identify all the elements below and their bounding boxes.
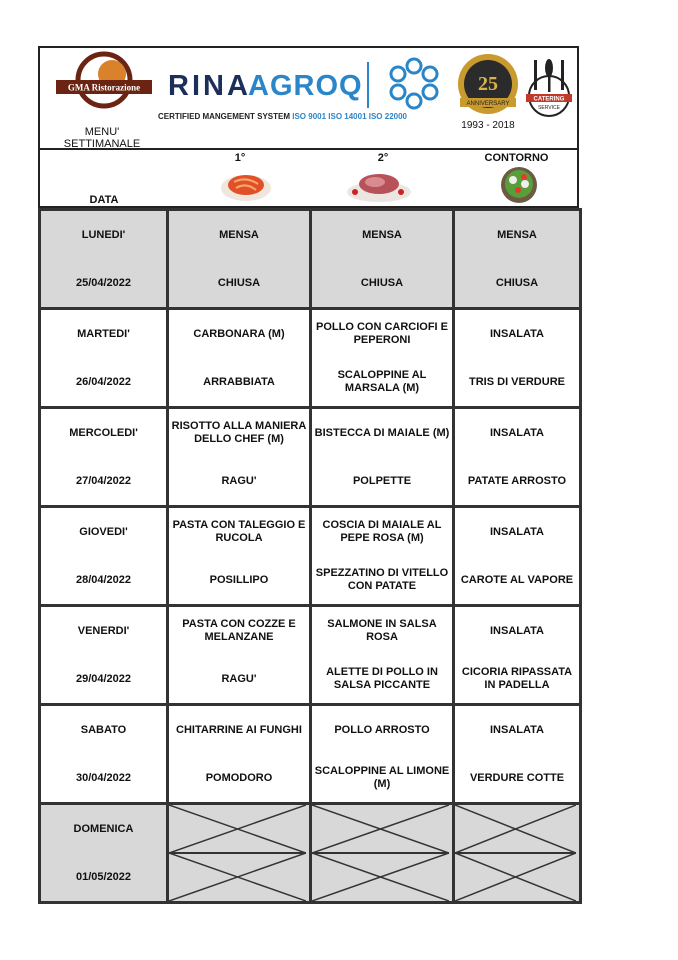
first-course-cell-top: CARBONARA (M) <box>193 327 285 340</box>
first-course-cell-top: PASTA CON TALEGGIO E RUCOLA <box>172 519 306 544</box>
table-row <box>40 210 581 309</box>
table-row <box>40 804 581 903</box>
second-course-cell-top: COSCIA DI MAIALE AL PEPE ROSA (M) <box>322 519 442 544</box>
side-dish-cell-top: INSALATA <box>490 525 544 538</box>
svg-text:SERVICE: SERVICE <box>538 105 560 111</box>
side-dish-cell <box>454 606 581 705</box>
side-dish-cell-bottom: CICORIA RIPASSATA IN PADELLA <box>461 666 573 691</box>
col-date-label: DATA <box>89 194 119 206</box>
side-dish-cell-bottom: VERDURE COTTE <box>469 771 565 784</box>
second-course-cell-bottom: SCALOPPINE AL MARSALA (M) <box>337 369 427 394</box>
second-course-cell-bottom: ALETTE DI POLLO IN SALSA PICCANTE <box>326 666 438 691</box>
anniversary-years: 1993 - 2018 <box>461 120 515 131</box>
header <box>38 46 579 150</box>
second-course-cell <box>311 507 454 606</box>
cross-mark-icon <box>169 805 306 901</box>
side-dish-cell-bottom: CHIUSA <box>495 276 539 289</box>
column-header <box>38 150 579 208</box>
cross-mark-icon <box>455 805 576 901</box>
meat-dish-icon <box>345 164 413 204</box>
second-course-cell-top: POLLO CON CARCIOFI E PEPERONI <box>316 321 448 346</box>
side-dish-cell-top: INSALATA <box>490 723 544 736</box>
first-course-cell-bottom: ARRABBIATA <box>203 375 275 388</box>
menu-title <box>62 126 142 150</box>
day-date-cell-top: MARTEDI' <box>77 327 130 340</box>
day-date-cell-bottom: 26/04/2022 <box>75 375 132 388</box>
day-date-cell-top: MERCOLEDI' <box>69 426 138 439</box>
menu-title-line1: MENU' <box>84 126 120 138</box>
table-row <box>40 309 581 408</box>
second-course-cell <box>311 705 454 804</box>
first-course-cell-top: MENSA <box>219 228 259 241</box>
side-dish-cell-bottom: PATATE ARROSTO <box>467 474 567 487</box>
first-course-cell-bottom: RAGU' <box>221 474 257 487</box>
day-date-cell-bottom: 01/05/2022 <box>75 870 132 883</box>
day-date-cell <box>40 606 168 705</box>
first-course-cell <box>168 507 311 606</box>
menu-title-line2: SETTIMANALE <box>63 138 141 150</box>
second-course-cell <box>311 408 454 507</box>
first-course-cell-bottom: CHIUSA <box>217 276 261 289</box>
day-date-cell <box>40 408 168 507</box>
side-dish-cell <box>454 309 581 408</box>
side-dish-cell-top: INSALATA <box>490 327 544 340</box>
logo-divider <box>367 62 369 108</box>
first-course-cell-bottom: POSILLIPO <box>209 573 269 586</box>
side-dish-cell-top: INSALATA <box>490 624 544 637</box>
second-course-cell-top: BISTECCA DI MAIALE (M) <box>314 426 450 439</box>
cross-mark-icon <box>312 805 449 901</box>
svg-text:GMA Ristorazione: GMA Ristorazione <box>67 82 141 93</box>
cert-label: CERTIFIED MANGEMENT SYSTEM <box>158 112 291 121</box>
side-dish-cell <box>454 507 581 606</box>
first-course-cell-top: CHITARRINE AI FUNGHI <box>176 723 302 736</box>
day-date-cell-bottom: 27/04/2022 <box>75 474 132 487</box>
table-row <box>40 606 581 705</box>
first-course-cell <box>168 705 311 804</box>
anniversary-25-badge-icon <box>454 52 522 120</box>
svg-text:ANNIVERSARY: ANNIVERSARY <box>466 101 510 107</box>
day-date-cell-bottom: 30/04/2022 <box>75 771 132 784</box>
side-dish-cell <box>454 705 581 804</box>
second-course-cell <box>311 210 454 309</box>
second-course-cell-top: MENSA <box>362 228 402 241</box>
pasta-dish-icon <box>220 166 272 202</box>
first-course-cell-bottom: POMODORO <box>205 771 273 784</box>
day-date-cell <box>40 507 168 606</box>
first-course-cell-bottom: RAGU' <box>221 672 257 685</box>
side-dish-cell-bottom: TRIS DI VERDURE <box>469 375 565 388</box>
col-second-label: 2° <box>377 152 389 164</box>
second-course-cell-bottom: SPEZZATINO DI VITELLO CON PATATE <box>315 567 449 592</box>
day-date-cell-top: GIOVEDI' <box>79 525 128 538</box>
closed-cross-cell <box>311 804 454 903</box>
day-date-cell <box>40 804 168 903</box>
day-date-cell-bottom: 28/04/2022 <box>75 573 132 586</box>
svg-text:25: 25 <box>478 73 498 95</box>
day-date-cell <box>40 210 168 309</box>
catering-service-logo-icon <box>520 54 578 122</box>
side-dish-cell <box>454 210 581 309</box>
rina-logo-text: RINA <box>168 70 251 102</box>
day-date-cell-top: VENERDI' <box>77 624 130 637</box>
closed-cross-cell <box>454 804 581 903</box>
gma-ristorazione-logo <box>54 50 154 110</box>
second-course-cell-top: POLLO ARROSTO <box>334 723 430 736</box>
second-course-cell <box>311 606 454 705</box>
second-course-cell-bottom: SCALOPPINE AL LIMONE (M) <box>314 765 450 790</box>
first-course-cell <box>168 408 311 507</box>
weekly-menu-table <box>38 208 582 904</box>
svg-text:CATERING: CATERING <box>533 96 565 103</box>
table-row <box>40 408 581 507</box>
second-course-cell <box>311 309 454 408</box>
certification-text <box>158 112 407 121</box>
iso-label: ISO 9001 ISO 14001 ISO 22000 <box>292 112 407 121</box>
salad-dish-icon <box>498 164 540 204</box>
day-date-cell-top: LUNEDI' <box>81 228 126 241</box>
second-course-cell-bottom: POLPETTE <box>352 474 412 487</box>
second-course-cell-top: SALMONE IN SALSA ROSA <box>327 618 437 643</box>
accredia-logo-icon <box>384 54 444 114</box>
day-date-cell-bottom: 25/04/2022 <box>75 276 132 289</box>
day-date-cell-top: DOMENICA <box>73 822 134 835</box>
first-course-cell <box>168 606 311 705</box>
col-first-label: 1° <box>234 152 246 164</box>
day-date-cell <box>40 309 168 408</box>
first-course-cell <box>168 210 311 309</box>
closed-cross-cell <box>168 804 311 903</box>
first-course-cell <box>168 309 311 408</box>
table-row <box>40 507 581 606</box>
table-row <box>40 705 581 804</box>
day-date-cell-top: SABATO <box>80 723 127 736</box>
day-date-cell-bottom: 29/04/2022 <box>75 672 132 685</box>
col-side-label: CONTORNO <box>484 152 549 164</box>
side-dish-cell <box>454 408 581 507</box>
agroq-logo-text: AGROQ <box>248 70 363 102</box>
menu-sheet <box>38 46 579 904</box>
day-date-cell <box>40 705 168 804</box>
side-dish-cell-top: MENSA <box>497 228 537 241</box>
side-dish-cell-bottom: CAROTE AL VAPORE <box>460 573 574 586</box>
first-course-cell-top: RISOTTO ALLA MANIERA DELLO CHEF (M) <box>171 420 307 445</box>
first-course-cell-top: PASTA CON COZZE E MELANZANE <box>182 618 296 643</box>
side-dish-cell-top: INSALATA <box>490 426 544 439</box>
second-course-cell-bottom: CHIUSA <box>360 276 404 289</box>
